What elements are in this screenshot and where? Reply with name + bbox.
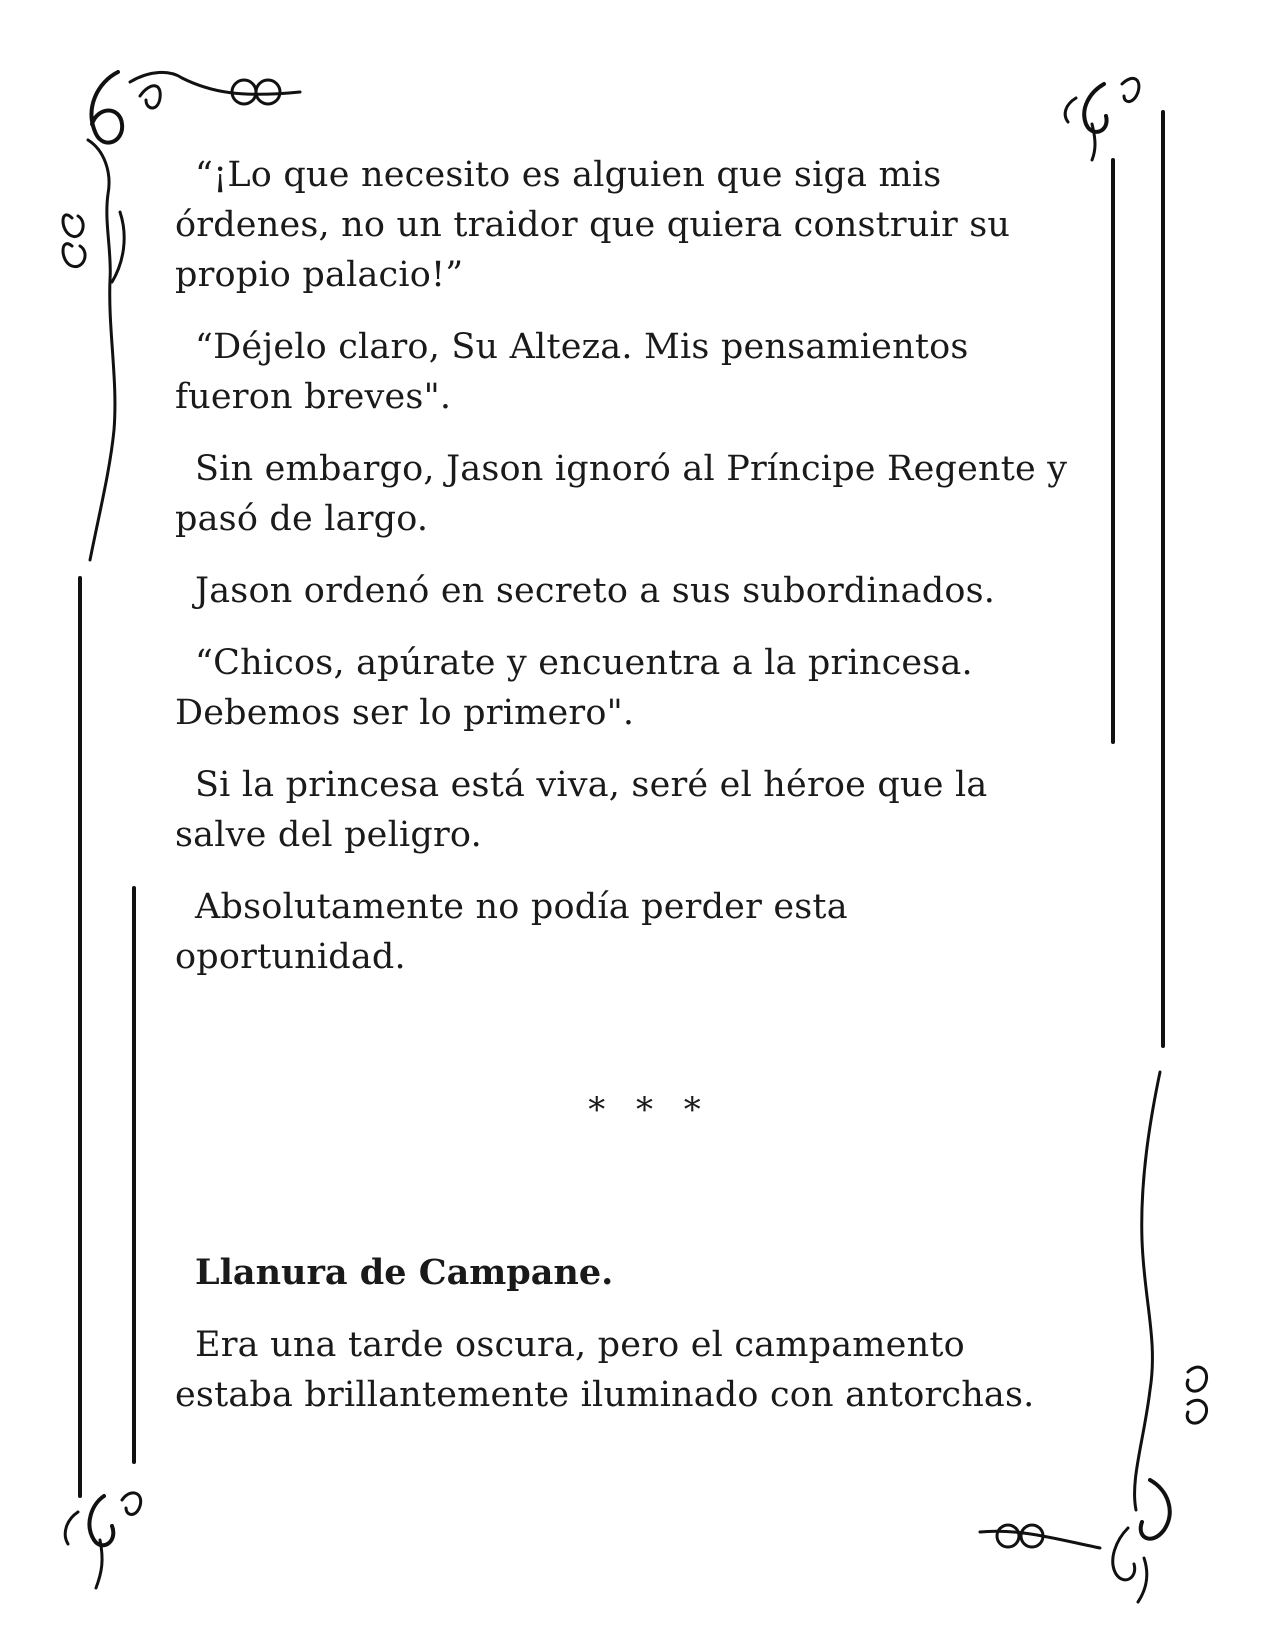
top-right-flourish — [1065, 78, 1139, 160]
paragraph-6: Si la princesa está viva, seré el héroe que la salve del peligro. — [175, 765, 988, 855]
paragraph-7: Absolutamente no podía perder esta oportunidad. — [175, 887, 848, 977]
paragraph-5: “Chicos, apúrate y encuentra a la princesa. Debemos ser lo primero". — [175, 643, 973, 733]
paragraph-4: Jason ordenó en secreto a sus subordinados. — [195, 571, 996, 611]
story-text — [175, 150, 1075, 982]
paragraph-1: “¡Lo que necesito es alguien que siga mis órdenes, no un traidor que quiera construir su propio palacio!” — [175, 155, 1011, 295]
paragraph-2: “Déjelo claro, Su Alteza. Mis pensamientos fueron breves". — [175, 327, 969, 417]
paragraph-3: Sin embargo, Jason ignoró al Príncipe Regente y pasó de largo. — [175, 449, 1068, 539]
scene-paragraph: Era una tarde oscura, pero el campamento estaba brillantemente iluminado con antorchas. — [175, 1325, 1035, 1415]
bottom-left-flourish — [65, 1493, 140, 1588]
new-scene — [175, 1248, 1075, 1420]
scene-heading: Llanura de Campane. — [195, 1252, 614, 1293]
scene-separator: * * * — [588, 1090, 711, 1130]
